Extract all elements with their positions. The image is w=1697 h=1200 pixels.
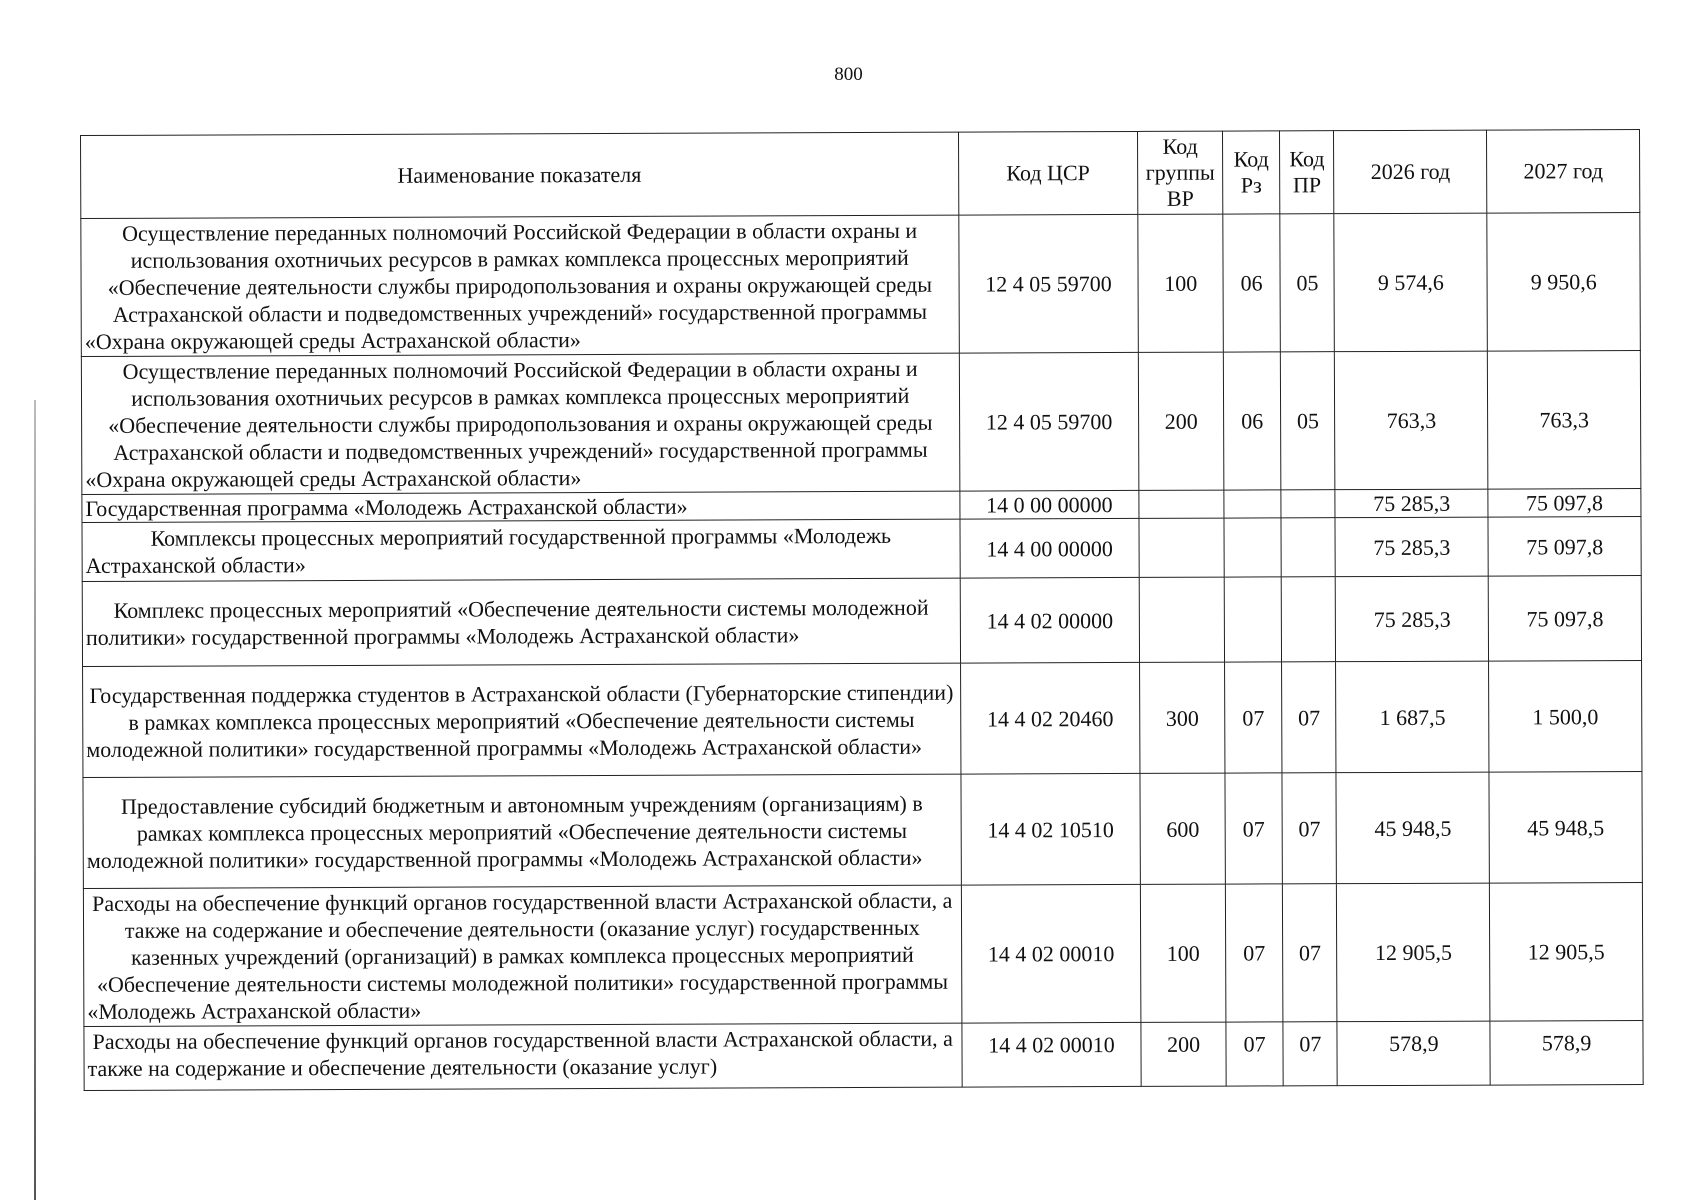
row-csr: 14 4 00 00000	[960, 518, 1140, 578]
row-rz	[1224, 518, 1282, 577]
row-name: Предоставление субсидий бюджетным и автономным учреждениям (организациям) в рамках комплекса процессных мероприятий «Обеспечение деятельности системы молодежной политики» государственной программы «Молодежь Астраханской области»	[83, 774, 961, 888]
row-pr	[1281, 577, 1335, 662]
row-2026: 75 285,3	[1335, 489, 1488, 518]
row-rz	[1224, 490, 1282, 518]
header-pr: Код ПР	[1280, 131, 1334, 214]
row-pr: 07	[1283, 1022, 1337, 1086]
row-2027: 75 097,8	[1488, 517, 1641, 577]
row-pr: 07	[1283, 884, 1338, 1022]
header-2027: 2027 год	[1487, 130, 1640, 214]
row-name: Расходы на обеспечение функций органов государственной власти Астраханской области, а также на содержание и обеспечение деятельности (оказание услуг) государственных казенных учреждений (организаций) в рамках комплекса процессных мероприятий «Обеспечение деятельности системы молодежной политики» государственной программы «Молодежь Астраханской области»	[83, 885, 961, 1026]
header-2026: 2026 год	[1334, 130, 1487, 214]
row-2026: 763,3	[1335, 351, 1488, 490]
row-2027: 75 097,8	[1488, 489, 1641, 518]
row-2027: 1 500,0	[1489, 661, 1642, 773]
row-csr: 14 4 02 20460	[960, 662, 1140, 774]
row-vr	[1140, 577, 1225, 662]
header-name: Наименование показателя	[81, 132, 959, 218]
row-rz: 07	[1226, 1022, 1284, 1086]
row-vr: 300	[1140, 662, 1225, 773]
row-2027: 763,3	[1488, 351, 1641, 490]
scan-edge-line	[34, 400, 36, 1200]
row-csr: 14 4 02 00010	[961, 884, 1141, 1023]
row-csr: 14 4 02 10510	[961, 773, 1141, 885]
row-2026: 75 285,3	[1336, 576, 1489, 662]
header-vr: Код группы ВР	[1138, 131, 1223, 214]
row-pr: 07	[1282, 662, 1337, 773]
table-row	[83, 883, 1643, 1027]
row-vr: 600	[1140, 773, 1225, 884]
header-csr: Код ЦСР	[958, 131, 1138, 215]
row-2027: 12 905,5	[1490, 883, 1643, 1022]
row-2026: 12 905,5	[1337, 883, 1490, 1022]
page-number: 800	[834, 64, 863, 85]
row-name: Осуществление переданных полномочий Российской Федерации в области охраны и использования охотничьих ресурсов в рамках комплекса процессных мероприятий «Обеспечение деятельности службы природопользования и охраны окружающей среды Астраханской области и подведомственных учреждений» государственной программы «Охрана окружающей среды Астраханской области»	[81, 215, 959, 356]
row-name: Государственная поддержка студентов в Астраханской области (Губернаторские стипендии) в рамках комплекса процессных мероприятий «Обеспечение деятельности системы молодежной политики» государственной программы «Молодежь Астраханской области»	[83, 663, 961, 777]
budget-table	[80, 129, 1644, 1091]
row-vr: 200	[1139, 352, 1224, 490]
row-name: Расходы на обеспечение функций органов государственной власти Астраханской области, а также на содержание и обеспечение деятельности (оказание услуг)	[84, 1023, 962, 1090]
row-pr	[1281, 518, 1335, 577]
row-pr: 05	[1280, 214, 1335, 352]
row-2026: 75 285,3	[1335, 517, 1488, 577]
table-row	[81, 351, 1641, 495]
row-2027: 75 097,8	[1488, 576, 1641, 662]
table-row	[83, 661, 1642, 778]
table-header-row	[81, 130, 1640, 219]
row-2027: 578,9	[1490, 1021, 1643, 1086]
row-csr: 12 4 05 59700	[958, 214, 1138, 353]
row-name: Осуществление переданных полномочий Российской Федерации в области охраны и использования охотничьих ресурсов в рамках комплекса процессных мероприятий «Обеспечение деятельности службы природопользования и охраны окружающей среды Астраханской области и подведомственных учреждений» государственной программы «Охрана окружающей среды Астраханской области»	[81, 353, 959, 494]
row-2026: 578,9	[1337, 1021, 1490, 1086]
table-row	[81, 213, 1641, 357]
table-row	[83, 772, 1642, 889]
row-2026: 1 687,5	[1336, 661, 1489, 773]
row-pr: 07	[1282, 773, 1337, 884]
table-row	[84, 1021, 1643, 1091]
row-2026: 45 948,5	[1336, 772, 1489, 884]
row-vr	[1139, 490, 1224, 518]
row-name: Комплексы процессных мероприятий государственной программы «Молодежь Астраханской области»	[82, 519, 960, 581]
row-csr: 14 0 00 00000	[959, 490, 1139, 519]
row-rz: 07	[1225, 884, 1283, 1022]
row-csr: 14 4 02 00010	[961, 1022, 1141, 1087]
table-row	[82, 576, 1641, 667]
row-rz: 07	[1224, 662, 1282, 773]
row-2027: 9 950,6	[1487, 213, 1640, 352]
row-vr: 100	[1138, 214, 1223, 352]
row-2027: 45 948,5	[1489, 772, 1642, 884]
row-csr: 12 4 05 59700	[959, 352, 1139, 491]
row-rz: 06	[1223, 352, 1281, 490]
row-rz: 06	[1223, 214, 1281, 352]
row-vr: 200	[1141, 1022, 1226, 1086]
row-name: Комплекс процессных мероприятий «Обеспечение деятельности системы молодежной политики» государственной программы «Молодежь Астраханской области»	[82, 578, 960, 666]
row-pr: 05	[1281, 352, 1336, 490]
row-pr	[1281, 490, 1335, 518]
table-row	[82, 517, 1641, 582]
row-name: Государственная программа «Молодежь Астраханской области»	[82, 491, 960, 522]
row-vr	[1139, 518, 1224, 577]
row-rz: 07	[1225, 773, 1283, 884]
header-rz: Код Рз	[1222, 131, 1280, 214]
row-vr: 100	[1141, 884, 1226, 1022]
row-csr: 14 4 02 00000	[960, 577, 1140, 663]
row-rz	[1224, 577, 1282, 662]
row-2026: 9 574,6	[1334, 213, 1487, 352]
